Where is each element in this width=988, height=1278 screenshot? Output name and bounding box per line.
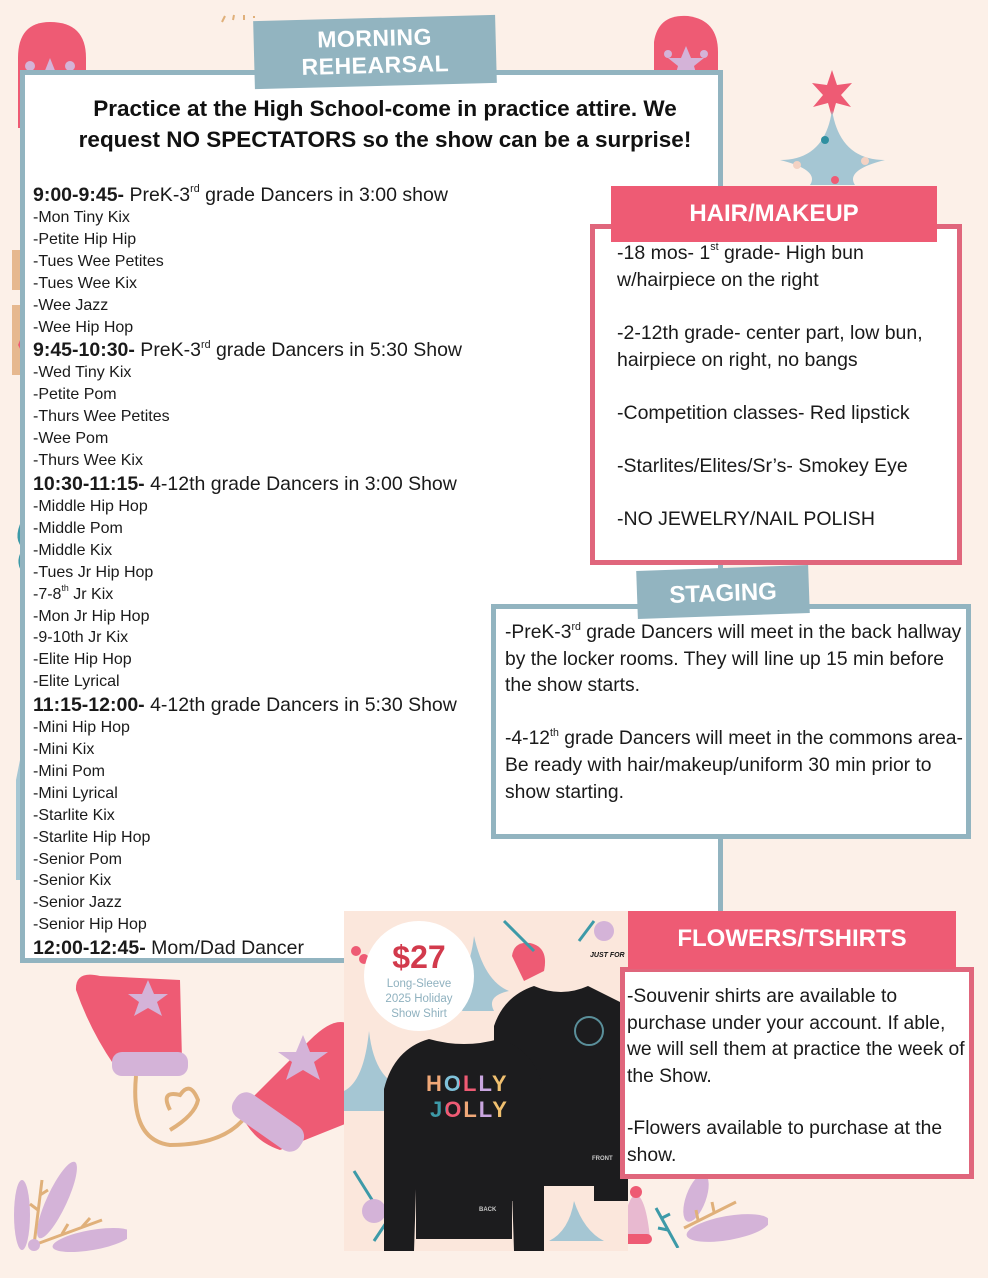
jolly-letters: JOLLY — [430, 1097, 509, 1122]
snowflake-leaves-icon — [12, 1160, 127, 1255]
class-list-item: -Mon Jr Hip Hop — [33, 607, 150, 625]
hat-leaves-icon — [618, 1178, 768, 1248]
class-list-item: -Senior Pom — [33, 850, 122, 868]
shirt-desc-line-3: Show Shirt — [391, 1008, 447, 1020]
flowers-tshirts-text — [627, 984, 967, 1170]
class-list-item: -Mini Lyrical — [33, 784, 118, 802]
slot-description-end: grade Dancers in 5:30 Show — [210, 339, 463, 362]
class-list-item: -Senior Hip Hop — [33, 916, 147, 934]
slot-description: PreK-3 — [134, 339, 201, 362]
class-list-item: -7-8th Jr Kix — [33, 583, 114, 603]
time-range: 9:00-9:45- — [33, 184, 125, 206]
shirt-promo-image — [344, 911, 628, 1251]
back-label: BACK — [479, 1207, 497, 1213]
slot-description-end: grade Dancers in 3:00 show — [199, 184, 448, 206]
class-list-item: -Wed Tiny Kix — [33, 364, 132, 382]
class-list-item: -Tues Jr Hip Hop — [33, 563, 154, 581]
class-list-item: -Thurs Wee Kix — [33, 452, 143, 470]
mittens-pair-icon — [70, 960, 355, 1160]
time-slot-heading — [33, 694, 503, 717]
shirt-desc-line-1: Long-Sleeve — [386, 978, 452, 990]
makeup-rule-competition: -Competition classes- Red lipstick — [617, 402, 910, 424]
time-range: 10:30-11:15- — [33, 472, 145, 495]
hair-makeup-title: HAIR/MAKEUP — [611, 186, 937, 242]
class-list-item: -Elite Lyrical — [33, 673, 120, 691]
staging-text — [505, 620, 965, 806]
staging-prek-3: -PreK-3rd grade Dancers will meet in the back hallway by the locker rooms. They will line up 15 min before the show starts. — [505, 620, 962, 697]
staging-4-12: -4-12th grade Dancers will meet in the commons area- Be ready with hair/makeup/uniform 30 min prior to show starting. — [505, 726, 963, 803]
class-list-item: -Middle Pom — [33, 519, 123, 537]
hair-rule-older: -2-12th grade- center part, low bun, hairpiece on right, no bangs — [617, 322, 923, 371]
slot-description: PreK-3 — [124, 184, 191, 206]
rehearsal-schedule — [33, 183, 503, 960]
brand-logo-text: JUST FOR — [590, 952, 625, 959]
sparkle-dashes-icon — [218, 10, 258, 24]
class-list-item: -Mini Kix — [33, 741, 95, 759]
class-list-item: -Middle Hip Hop — [33, 497, 148, 515]
holly-text — [426, 1071, 509, 1097]
morning-rehearsal-title-tag — [253, 15, 497, 89]
intro-line-2: request NO SPECTATORS so the show can be a surprise! — [78, 127, 692, 152]
staging-title: STAGING — [636, 565, 810, 619]
class-list-item: -Wee Hip Hop — [33, 318, 134, 336]
class-list-item: -Wee Pom — [33, 430, 109, 448]
class-list-item: -Petite Pom — [33, 386, 117, 404]
class-list-item: -Mini Pom — [33, 762, 106, 780]
class-list-item: -Senior Kix — [33, 872, 112, 890]
class-list-item: -Tues Wee Petites — [33, 252, 164, 270]
flowers-tshirts-title: FLOWERS/TSHIRTS — [628, 911, 956, 969]
class-list-item: -Starlite Hip Hop — [33, 828, 151, 846]
shirt-price: $27 — [392, 939, 446, 975]
intro-line-1: Practice at the High School-come in practice attire. We — [93, 96, 677, 121]
class-list-item: -Petite Hip Hip — [33, 230, 137, 248]
time-slot-heading — [33, 339, 503, 362]
jewelry-rule: -NO JEWELRY/NAIL POLISH — [617, 508, 875, 530]
front-label: FRONT — [592, 1156, 613, 1162]
makeup-rule-smokey-eye: -Starlites/Elites/Sr’s- Smokey Eye — [617, 455, 908, 477]
jolly-text — [430, 1097, 509, 1123]
slot-description: 4-12th grade Dancers in 3:00 Show — [144, 472, 457, 495]
time-slot-heading — [33, 473, 503, 496]
ordinal-suffix: rd — [190, 183, 200, 196]
souvenir-shirts-note: -Souvenir shirts are available to purchase under your account. If able, we will sell them at practice the week of the Show. — [627, 986, 965, 1087]
class-list-item: -Tues Wee Kix — [33, 274, 138, 292]
class-list-item: -Elite Hip Hop — [33, 651, 132, 669]
class-list-item: -Starlite Kix — [33, 806, 115, 824]
price-badge — [364, 921, 474, 1031]
rehearsal-intro-text — [40, 93, 730, 155]
class-list-item: -Wee Jazz — [33, 296, 109, 314]
time-range: 11:15-12:00- — [33, 694, 145, 717]
ordinal-suffix: rd — [201, 338, 211, 351]
title-line-2: REHEARSAL — [301, 50, 450, 80]
class-list-item: -Middle Kix — [33, 541, 113, 559]
class-list-item: -Senior Jazz — [33, 894, 122, 912]
flowers-note: -Flowers available to purchase at the show. — [627, 1118, 943, 1166]
christmas-tree-icon — [765, 65, 900, 190]
holly-letters: HOLLY — [426, 1071, 509, 1096]
class-list-item: -Thurs Wee Petites — [33, 408, 170, 426]
hair-makeup-text — [617, 240, 957, 533]
class-list-item: -9-10th Jr Kix — [33, 629, 129, 647]
time-range: 9:45-10:30- — [33, 339, 135, 362]
shirt-description — [364, 977, 474, 1022]
hair-rule-young: -18 mos- 1st grade- High bun w/hairpiece on the right — [617, 241, 864, 291]
time-slot-heading — [33, 184, 503, 207]
slot-description: Mom/Dad Dancer — [145, 937, 304, 960]
time-range: 12:00-12:45- — [33, 937, 146, 960]
slot-description: 4-12th grade Dancers in 5:30 Show — [144, 694, 457, 717]
class-list-item: -Mini Hip Hop — [33, 719, 130, 737]
shirt-desc-line-2: 2025 Holiday — [385, 993, 453, 1005]
title-line-1: MORNING — [316, 23, 433, 53]
class-list-item: -Mon Tiny Kix — [33, 209, 130, 226]
